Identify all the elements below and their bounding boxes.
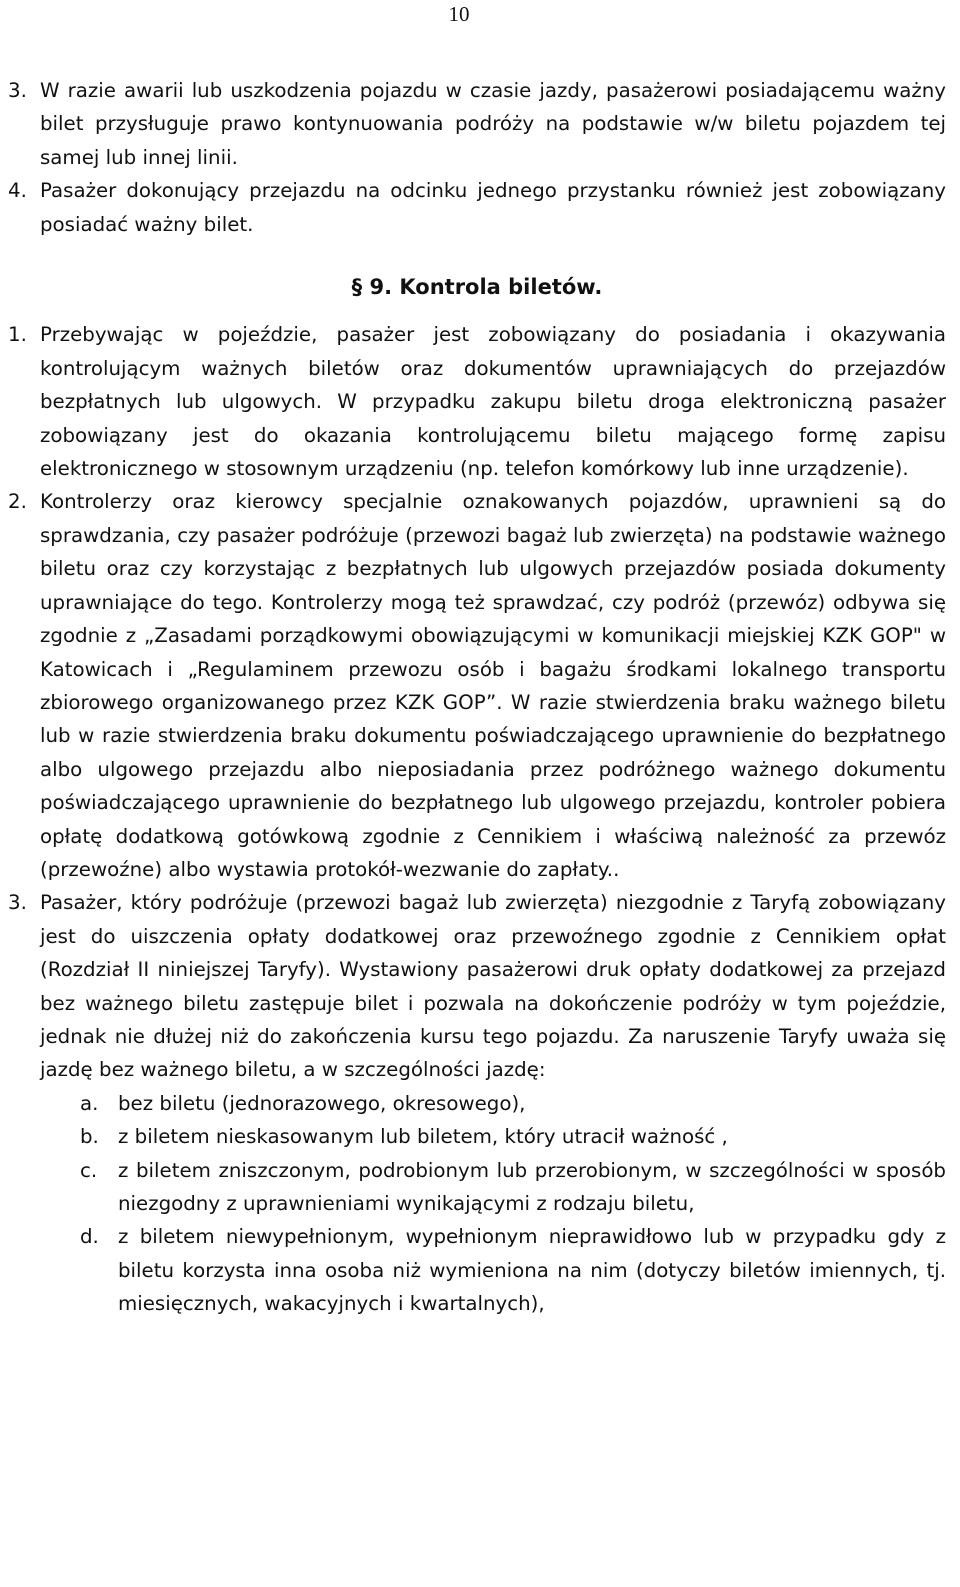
item-text: Pasażer dokonujący przejazdu na odcinku jednego przystanku również jest zobowiązany posiadać ważny bilet. — [40, 179, 946, 236]
list-item — [8, 485, 946, 886]
item-number: 4. — [8, 179, 27, 203]
section-heading: § 9. Kontrola biletów. — [351, 275, 603, 300]
sub-item-text: bez biletu (jednorazowego, okresowego), — [118, 1091, 526, 1115]
sub-item-text: z biletem niewypełnionym, wypełnionym nieprawidłowo lub w przypadku gdy z biletu korzysta inna osoba niż wymieniona na nim (dotyczy biletów imiennych, tj. miesięcznych, wakacyjnych i kwartalnych), — [118, 1225, 946, 1316]
sub-list-item — [80, 1087, 946, 1120]
item-number: 1. — [8, 323, 27, 347]
sub-item-text: z biletem zniszczonym, podrobionym lub przerobionym, w szczególności w sposób niezgodny z uprawnieniami wynikającymi z rodzaju biletu, — [118, 1158, 946, 1215]
item-number: 2. — [8, 490, 27, 514]
sub-item-letter: d. — [80, 1225, 99, 1249]
item-text: Przebywając w pojeździe, pasażer jest zobowiązany do posiadania i okazywania kontrolującym ważnych biletów oraz dokumentów uprawniających do przejazdów bezpłatnych lub ulgowych. W przypadku zakupu biletu droga elektroniczną pasażer zobowiązany jest do okazania kontrolującemu biletu mającego formę zapisu elektronicznego w stosownym urządzeniu (np. telefon komórkowy lub inne urządzenie). — [40, 323, 946, 481]
list-item — [8, 74, 946, 174]
item-number: 3. — [8, 79, 27, 102]
document-body — [8, 74, 946, 1321]
item-text: Pasażer, który podróżuje (przewozi bagaż lub zwierzęta) niezgodnie z Taryfą zobowiązany jest do uiszczenia opłaty dodatkowej oraz przewoźnego zgodnie z Cennikiem opłat (Rozdział II niniejszej Taryfy). Wystawiony pasażerowi druk opłaty dodatkowej za przejazd bez ważnego biletu zastępuje bilet i pozwala na dokończenie podróży w tym pojeździe, jednak nie dłużej niż do zakończenia kursu tego pojazdu. Za naruszenie Taryfy uważa się jazdę bez ważnego biletu, a w szczególności jazdę: — [40, 891, 946, 1082]
list-item — [8, 318, 946, 485]
item-text: W razie awarii lub uszkodzenia pojazdu w czasie jazdy, pasażerowi posiadającemu ważny bilet przysługuje prawo kontynuowania podróży na podstawie w/w biletu pojazdem tej samej lub innej linii. — [40, 79, 946, 169]
item-text: Kontrolerzy oraz kierowcy specjalnie oznakowanych pojazdów, uprawnieni są do sprawdzania, czy pasażer podróżuje (przewozi bagaż lub zwierzęta) na podstawie ważnego biletu oraz czy korzystając z bezpłatnych lub ulgowych przejazdów posiada dokumenty uprawniające do tego. Kontrolerzy mogą też sprawdzać, czy podróż (przewóz) odbywa się zgodnie z „Zasadami porządkowymi obowiązującymi w komunikacji miejskiej KZK GOP" w Katowicach i „Regulaminem przewozu osób i bagażu środkami lokalnego transportu zbiorowego organizowanego przez KZK GOP”. W razie stwierdzenia braku ważnego biletu lub w razie stwierdzenia braku dokumentu poświadczającego uprawnienie do bezpłatnego albo ulgowego przejazdu albo nieposiadania przez podróżnego ważnego dokumentu poświadczającego uprawnienie do bezpłatnego lub ulgowego przejazdu, kontroler pobiera opłatę dodatkową gotówkową zgodnie z Cennikiem i właściwą należność za przewóz (przewoźne) albo wystawia protokół-wezwanie do zapłaty.. — [40, 490, 946, 881]
list-item — [8, 886, 946, 1086]
sub-list-item — [80, 1154, 946, 1221]
page-number: 10 — [448, 2, 470, 26]
sub-item-letter: b. — [80, 1125, 99, 1149]
sub-item-letter: a. — [80, 1091, 99, 1115]
sub-list-item — [80, 1120, 946, 1153]
sub-item-letter: c. — [80, 1158, 98, 1182]
sub-item-text: z biletem nieskasowanym lub biletem, który utracił ważność , — [118, 1125, 728, 1149]
list-item — [8, 174, 946, 241]
item-number: 3. — [8, 891, 27, 915]
sub-list-item — [80, 1220, 946, 1320]
